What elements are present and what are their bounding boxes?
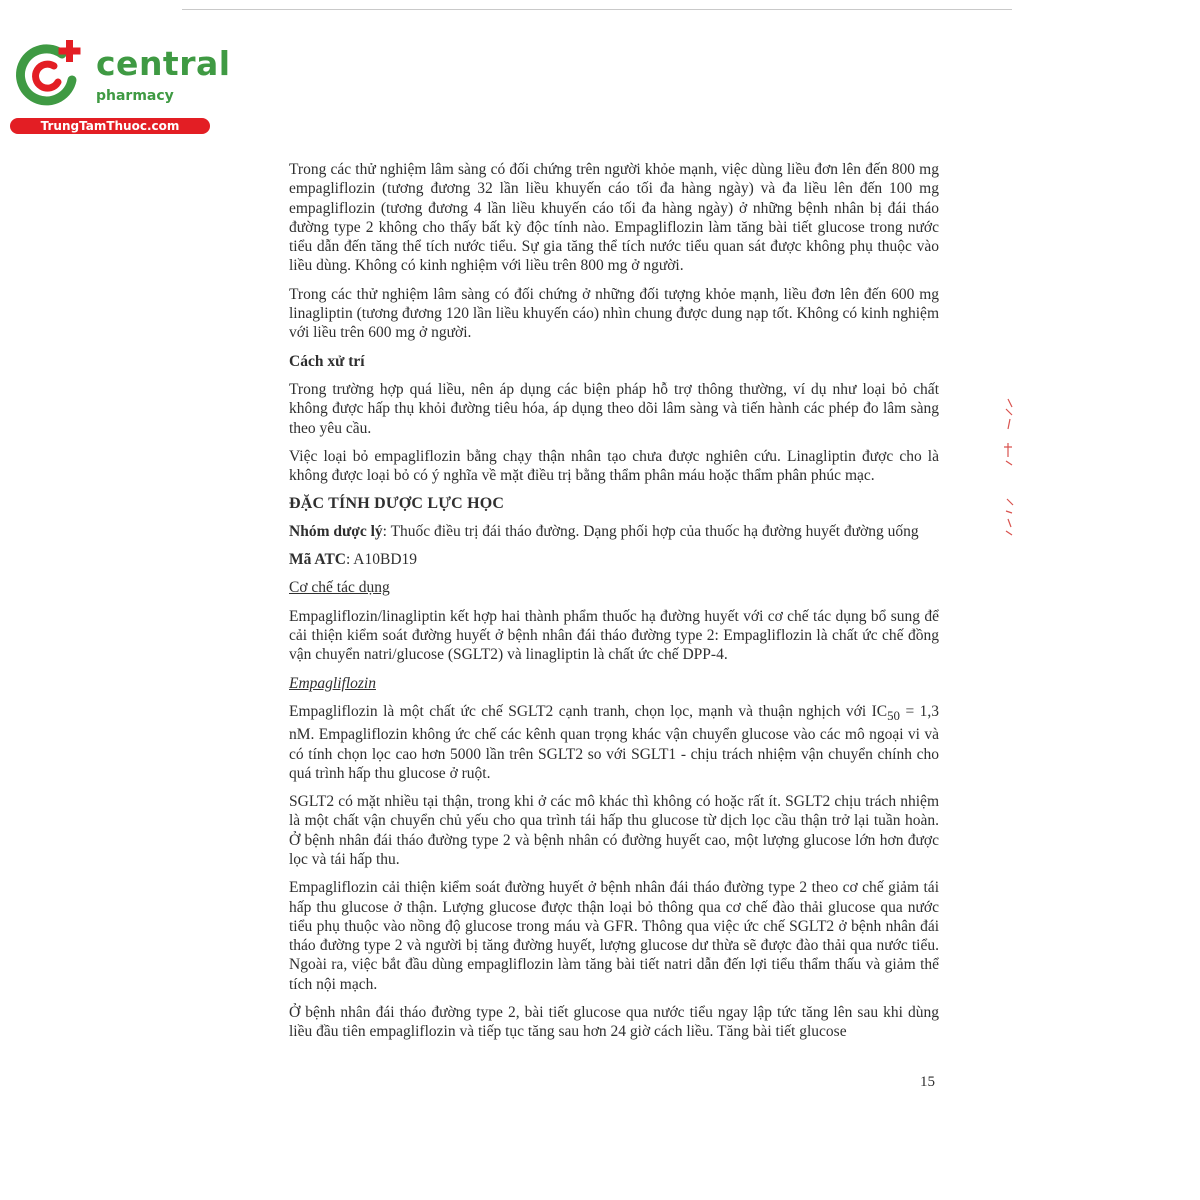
pharmacy-cross-icon bbox=[10, 38, 90, 108]
group-text: : Thuốc điều trị đái tháo đường. Dạng phối hợp của thuốc hạ đường huyết đường uống bbox=[382, 522, 919, 540]
document-body bbox=[289, 160, 939, 1051]
paragraph: SGLT2 có mặt nhiều tại thận, trong khi ở các mô khác thì không có hoặc rất ít. SGLT2 chịu trách nhiệm là một chất vận chuyển chủ yếu cho qua trình tái hấp thu glucose từ dịch lọc cầu thận trở lại tuần hoàn. Ở bệnh nhân đái tháo đường type 2 và bệnh nhân có đường huyết cao, một lượng glucose lớn hơn được lọc và tái hấp thu. bbox=[289, 793, 939, 868]
central-pharmacy-logo[interactable] bbox=[10, 38, 231, 138]
group-label: Nhóm dược lý bbox=[289, 522, 383, 540]
ic50-subscript: 50 bbox=[887, 707, 900, 723]
paragraph: Trong các thử nghiệm lâm sàng có đối chứng ở những đối tượng khỏe mạnh, liều đơn lên đến 600 mg linagliptin (tương đương 120 lần liều khuyến cáo) nhìn chung được dung nạp tốt. Không có kinh nghiệm với liều trên 600 mg ở người. bbox=[289, 285, 939, 342]
paragraph-part: Empagliflozin là một chất ức chế SGLT2 cạnh tranh, chọn lọc, mạnh và thuận nghịch với IC bbox=[289, 702, 888, 720]
section-heading-pharmacodynamics: ĐẶC TÍNH DƯỢC LỰC HỌC bbox=[289, 495, 505, 513]
paragraph: Trong trường hợp quá liều, nên áp dụng các biện pháp hỗ trợ thông thường, ví dụ như loại bỏ chất không được hấp thụ khỏi đường tiêu hóa, áp dụng theo dõi lâm sàng và tiến hành các phép đo lâm sàng theo yêu cầu. bbox=[289, 380, 939, 437]
header-rule bbox=[182, 9, 1012, 10]
subheading-empagliflozin: Empagliflozin bbox=[289, 674, 376, 692]
page-number: 15 bbox=[920, 1074, 935, 1090]
pharmacologic-group bbox=[289, 522, 939, 541]
paragraph bbox=[289, 702, 939, 783]
logo-subtitle: pharmacy bbox=[96, 88, 174, 104]
paragraph: Việc loại bỏ empagliflozin bằng chạy thận nhân tạo chưa được nghiên cứu. Linagliptin được cho là không được loại bỏ có ý nghĩa về mặt điều trị bằng thẩm phân máu hoặc thẩm phân phúc mạc. bbox=[289, 447, 939, 485]
stamp-marks bbox=[998, 395, 1022, 555]
atc-text: : A10BD19 bbox=[345, 551, 418, 569]
logo-website[interactable]: TrungTamThuoc.com bbox=[10, 118, 210, 134]
logo-name: central bbox=[96, 44, 231, 83]
paragraph: Empagliflozin cải thiện kiểm soát đường huyết ở bệnh nhân đái tháo đường type 2 theo cơ chế giảm tái hấp thu glucose ở thận. Lượng glucose được thận loại bỏ thông qua cơ chế đào thải glucose qua nước tiểu phụ thuộc vào nồng độ glucose trong máu và GFR. Thông qua việc ức chế SGLT2 ở bệnh nhân đái tháo đường type 2 và người bị tăng đường huyết, lượng glucose dư thừa sẽ được đào thải qua nước tiểu. Ngoài ra, việc bắt đầu dùng empagliflozin làm tăng bài tiết natri dẫn đến lợi tiểu thẩm thấu và giảm thể tích nội mạch. bbox=[289, 879, 939, 993]
paragraph: Ở bệnh nhân đái tháo đường type 2, bài tiết glucose qua nước tiểu ngay lập tức tăng lên sau khi dùng liều đầu tiên empagliflozin và tiếp tục tăng sau hơn 24 giờ cách liều. Tăng bài tiết glucose bbox=[289, 1004, 939, 1041]
atc-code bbox=[289, 550, 939, 569]
paragraph: Trong các thử nghiệm lâm sàng có đối chứng trên người khỏe mạnh, việc dùng liều đơn lên đến 800 mg empagliflozin (tương đương 32 lần liều khuyến cáo tối đa hàng ngày) và đa liều lên đến 100 mg empagliflozin (tương đương 4 lần liều khuyến cáo tối đa hàng ngày) ở những bệnh nhân bị đái tháo đường type 2 không cho thấy bất kỳ độc tính nào. Empagliflozin làm tăng bài tiết glucose trong nước tiểu dẫn đến tăng thể tích nước tiểu. Sự gia tăng thể tích nước tiểu quan sát được không phụ thuộc vào liều dùng. Không có kinh nghiệm với liều trên 800 mg ở người. bbox=[289, 161, 939, 275]
paragraph: Empagliflozin/linagliptin kết hợp hai thành phẩm thuốc hạ đường huyết với cơ chế tác dụng bổ sung để cải thiện kiểm soát đường huyết ở bệnh nhân đái tháo đường type 2: Empagliflozin là chất ức chế đồng vận chuyển natri/glucose (SGLT2) và linagliptin là chất ức chế DPP-4. bbox=[289, 607, 939, 664]
subheading-management: Cách xử trí bbox=[289, 352, 365, 370]
subheading-mechanism: Cơ chế tác dụng bbox=[289, 579, 390, 597]
paragraph-part: = 1,3 nM. Empagliflozin không ức chế các kênh quan trọng khác vận chuyển glucose vào các mô ngoại vi và có tính chọn lọc cao hơn 5000 lần trên SGLT2 so với SGLT1 - chịu trách nhiệm vận chuyển chính cho quá trình hấp thu glucose ở ruột. bbox=[289, 702, 940, 782]
atc-label: Mã ATC bbox=[289, 551, 346, 569]
